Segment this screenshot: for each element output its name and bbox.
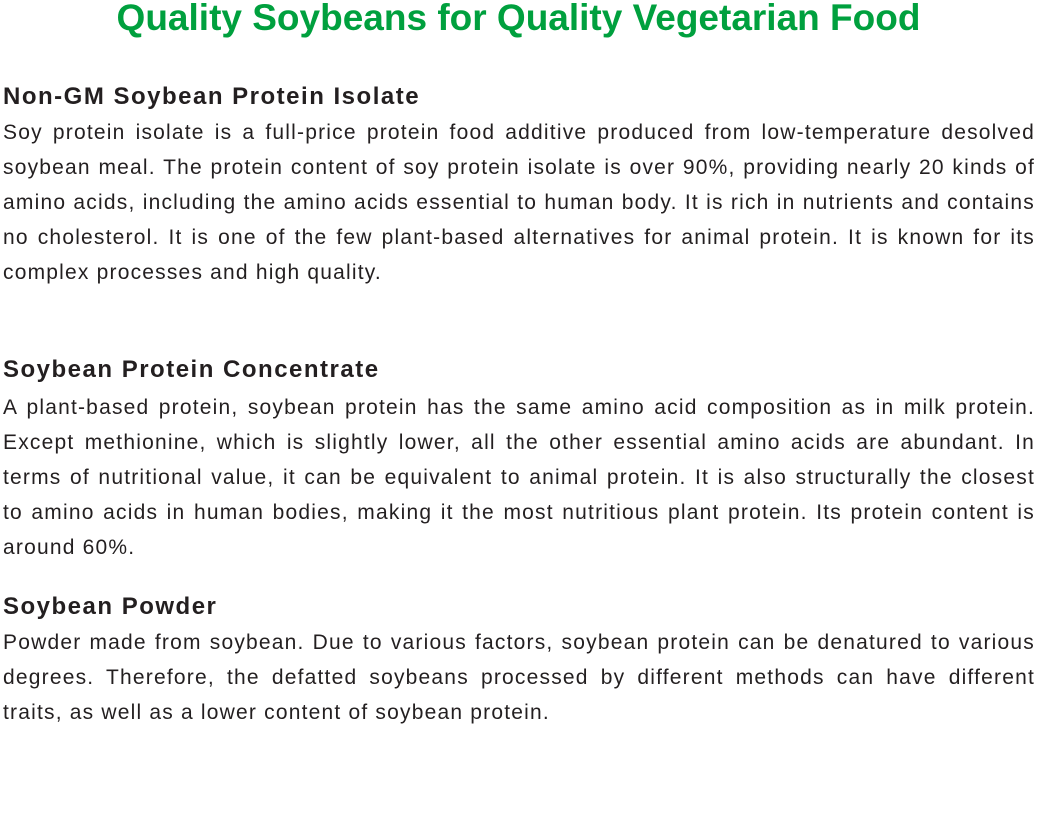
section-soy-protein-isolate	[3, 82, 1035, 290]
section-soybean-powder	[3, 592, 1035, 730]
section-soy-protein-concentrate	[3, 355, 1035, 565]
section-heading: Non-GM Soybean Protein Isolate	[3, 83, 421, 110]
section-heading: Soybean Powder	[3, 593, 218, 620]
section-body: Powder made from soybean. Due to various factors, soybean protein can be denatured to various degrees. Therefore, the defatted soybeans processed by different methods can have different traits, as well as a lower content of soybean protein.	[3, 631, 1035, 724]
page-title: Quality Soybeans for Quality Vegetarian Food	[116, 0, 921, 38]
section-body: Soy protein isolate is a full-price protein food additive produced from low-temperature desolved soybean meal. The protein content of soy protein isolate is over 90%, providing nearly 20 kinds of amino acids, including the amino acids essential to human body. It is rich in nutrients and contains no cholesterol. It is one of the few plant-based alternatives for animal protein. It is known for its complex processes and high quality.	[3, 121, 1035, 284]
section-body: A plant-based protein, soybean protein has the same amino acid composition as in milk protein. Except methionine, which is slightly lower, all the other essential amino acids are abundant. In terms of nutritional value, it can be equivalent to animal protein. It is also structurally the closest to amino acids in human bodies, making it the most nutritious plant protein. Its protein content is around 60%.	[3, 396, 1035, 559]
section-heading: Soybean Protein Concentrate	[3, 356, 380, 383]
